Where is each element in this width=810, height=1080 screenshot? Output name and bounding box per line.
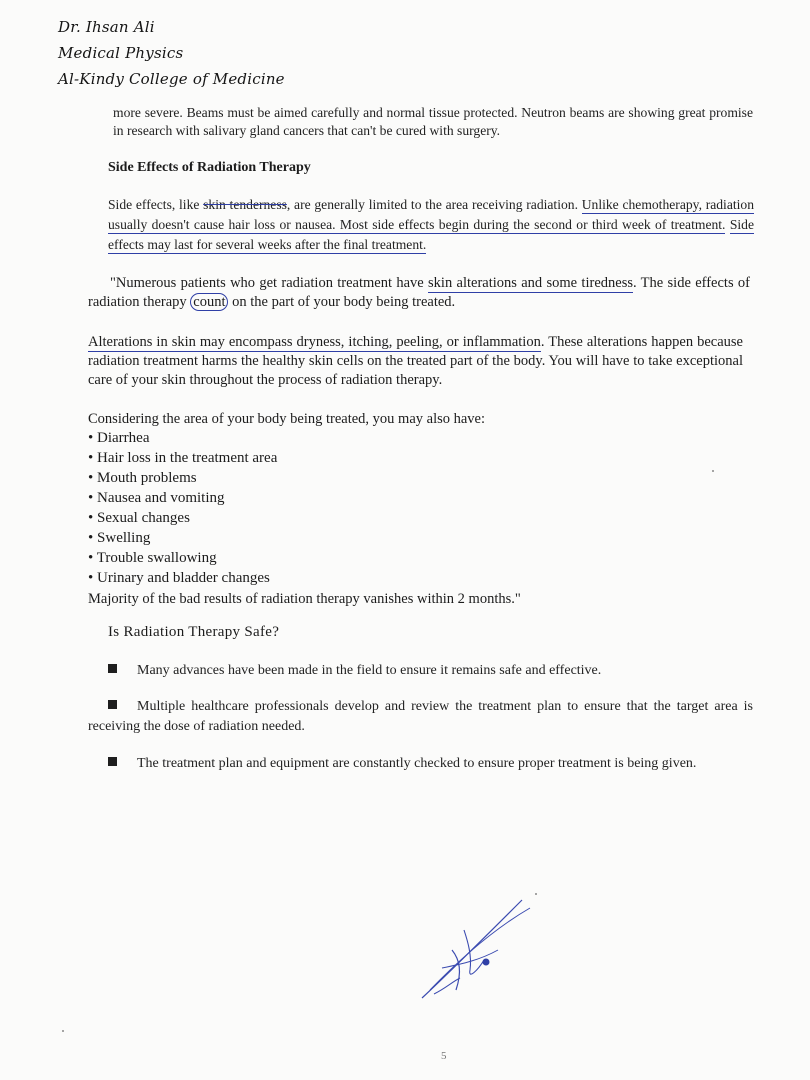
scan-speck [712, 470, 714, 472]
list-item: • Mouth problems [88, 468, 277, 488]
side-effects-paragraph-1 [108, 195, 754, 255]
list-item: • Hair loss in the treatment area [88, 448, 277, 468]
square-bullet-icon [108, 757, 117, 766]
safety-bullet-text: The treatment plan and equipment are constantly checked to ensure proper treatment is being given. [137, 756, 697, 771]
list-item: • Nausea and vomiting [88, 488, 277, 508]
safety-bullet-2 [88, 697, 753, 737]
side-effects-paragraph-2 [88, 274, 750, 312]
list-item: • Trouble swallowing [88, 548, 277, 568]
p1-strike: skin tenderness [203, 197, 287, 212]
handwritten-signature [412, 890, 542, 1010]
header-college: Al-Kindy College of Medicine [58, 70, 285, 88]
list-item: • Urinary and bladder changes [88, 568, 277, 588]
p1-underlined: Unlike chemotherapy, radiation usually doesn't cause hair loss or nausea. Most side effects begin during the second or third week of treatment. [108, 197, 755, 232]
list-item: • Diarrhea [88, 428, 277, 448]
list-intro: Considering the area of your body being treated, you may also have: [88, 411, 486, 427]
side-effects-paragraph-3 [88, 333, 743, 390]
safety-bullet-1 [88, 661, 753, 681]
safety-bullet-text: Many advances have been made in the field to ensure it remains safe and effective. [137, 663, 602, 678]
safety-bullet-3 [88, 754, 753, 774]
list-item: • Sexual changes [88, 508, 277, 528]
list-item: • Swelling [88, 528, 277, 548]
square-bullet-icon [108, 700, 117, 709]
p2-underlined: skin alterations and some tiredness [428, 275, 633, 291]
p2-circled: count [190, 293, 228, 311]
scan-speck [62, 1030, 64, 1032]
header-author: Dr. Ihsan Ali [58, 18, 155, 36]
page-number: 5 [441, 1050, 447, 1062]
p1-text-a: Side effects, like [108, 197, 204, 212]
intro-paragraph: more severe. Beams must be aimed carefully and normal tissue protected. Neutron beams are showing great promise in research with salivary gland cancers that can't be cured with surgery. [113, 105, 753, 138]
p2-text-a: "Numerous patients who get radiation treatment have [110, 275, 429, 291]
safety-bullet-text: Multiple healthcare professionals develop and review the treatment plan to ensure that the target area is receiving the dose of radiation needed. [88, 699, 753, 734]
side-effects-list [88, 428, 277, 588]
p2-text-b: . The side effects of radiation therapy [88, 275, 750, 310]
section-title-safety: Is Radiation Therapy Safe? [108, 624, 280, 640]
p2-text-c: on the part of your body being treated. [228, 294, 456, 310]
square-bullet-icon [108, 664, 117, 673]
p3-underlined: Alterations in skin may encompass dryness, itching, peeling, or inflammation [88, 334, 541, 350]
scan-speck [535, 893, 537, 895]
list-closing: Majority of the bad results of radiation therapy vanishes within 2 months." [88, 591, 521, 607]
p1-text-b: , are generally limited to the area receiving radiation. [286, 197, 582, 212]
section-title-side-effects: Side Effects of Radiation Therapy [108, 160, 311, 175]
header-department: Medical Physics [58, 44, 184, 62]
p3-rest: . These alterations happen because radiation treatment harms the healthy skin cells on the treated part of the body. You will have to take exceptional care of your skin throughout the process of radiation therapy. [88, 334, 743, 388]
p1-underlined-2: Side effects may last for several weeks after the final treatment. [108, 217, 754, 252]
